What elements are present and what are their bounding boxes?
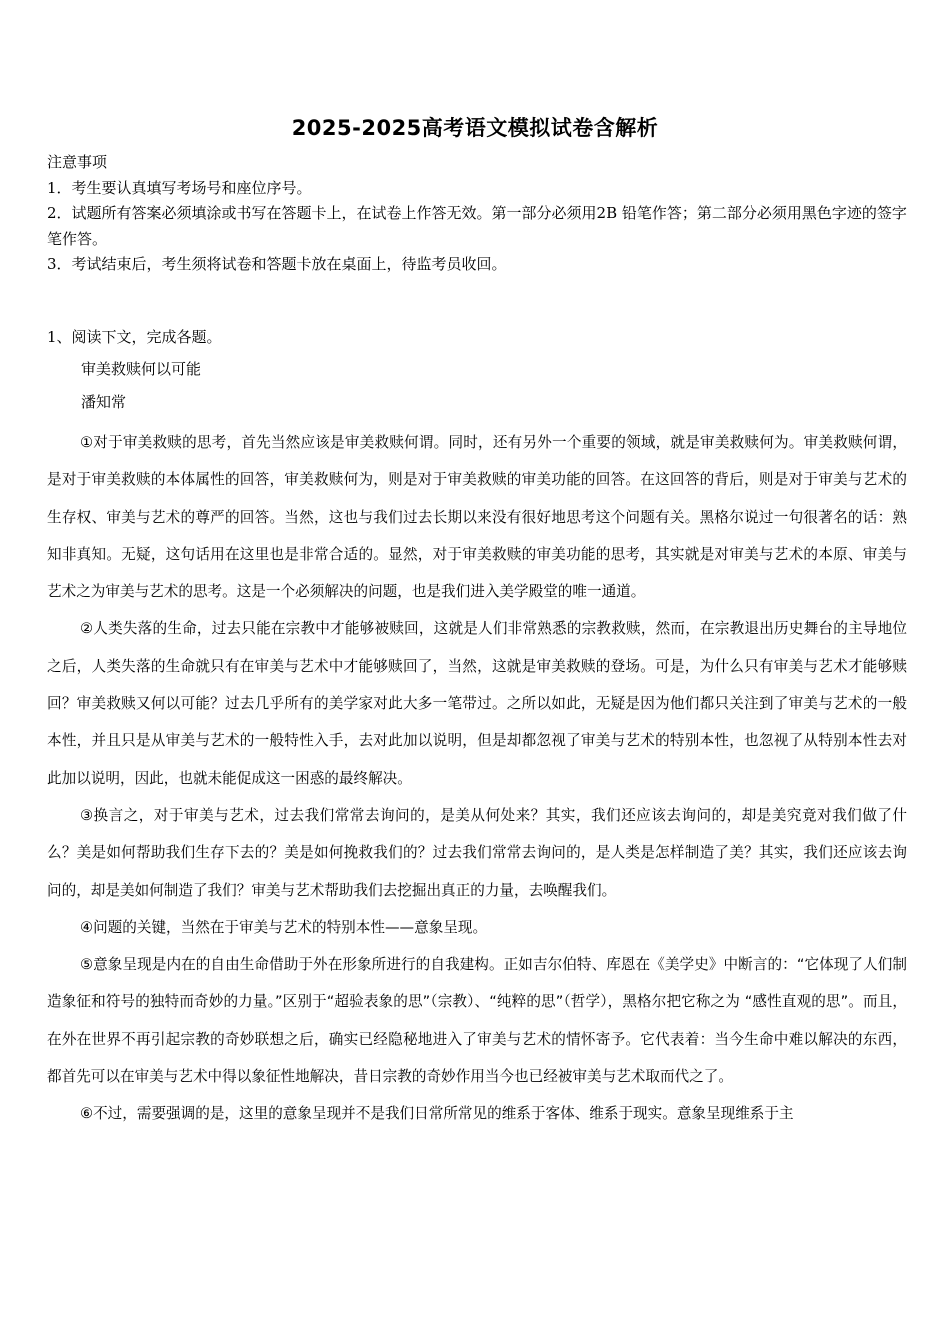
notice-section	[47, 150, 907, 278]
article-paragraph: ①对于审美救赎的思考，首先当然应该是审美救赎何谓。同时，还有另外一个重要的领域，就是审美救赎何为。审美救赎何谓，是对于审美救赎的本体属性的回答，审美救赎何为，则是对于审美救赎的审美功能的回答。在这回答的背后，则是对于审美与艺术的生存权、审美与艺术的尊严的回答。当然，这也与我们过去长期以来没有很好地思考这个问题有关。黑格尔说过一句很著名的话：熟知非真知。无疑，这句话用在这里也是非常合适的。显然，对于审美救赎的审美功能的思考，其实就是对审美与艺术的本原、审美与艺术之为审美与艺术的思考。这是一个必须解决的问题，也是我们进入美学殿堂的唯一通道。	[47, 434, 907, 601]
notice-item: 3．考试结束后，考生须将试卷和答题卡放在桌面上，待监考员收回。	[47, 255, 507, 273]
article-body	[47, 424, 907, 1133]
notice-heading: 注意事项	[47, 153, 108, 171]
notice-item: 2．试题所有答案必须填涂或书写在答题卡上，在试卷上作答无效。第一部分必须用2B 铅笔作答；第二部分必须用黑色字迹的签字笔作答。	[47, 204, 907, 248]
article-author: 潘知常	[81, 393, 127, 411]
article-paragraph: ②人类失落的生命，过去只能在宗教中才能够被赎回，这就是人们非常熟悉的宗教救赎，然而，在宗教退出历史舞台的主导地位之后，人类失落的生命就只有在审美与艺术中才能够赎回了，当然，这就是审美救赎的登场。可是，为什么只有审美与艺术才能够赎回？审美救赎又何以可能？过去几乎所有的美学家对此大多一笔带过。之所以如此，无疑是因为他们都只关注到了审美与艺术的一般本性，并且只是从审美与艺术的一般特性入手，去对此加以说明，但是却都忽视了审美与艺术的特别本性，也忽视了从特别本性去对此加以说明，因此，也就未能促成这一困惑的最终解决。	[47, 620, 907, 787]
article-paragraph: ⑤意象呈现是内在的自由生命借助于外在形象所进行的自我建构。正如吉尔伯特、库恩在《美学史》中断言的：“它体现了人们制造象征和符号的独特而奇妙的力量。”区别于“超验表象的思”（宗教）、“纯粹的思”（哲学），黑格尔把它称之为 “感性直观的思”。而且，在外在世界不再引起宗教的奇妙联想之后，确实已经隐秘地进入了审美与艺术的情怀寄予。它代表着：当今生命中难以解决的东西，都首先可以在审美与艺术中得以象征性地解决，昔日宗教的奇妙作用当今也已经被审美与艺术取而代之了。	[47, 956, 907, 1086]
question-intro: 1、阅读下文，完成各题。	[47, 328, 222, 346]
article-paragraph: ④问题的关键，当然在于审美与艺术的特别本性——意象呈现。	[80, 918, 488, 936]
article-paragraph: ⑥不过，需要强调的是，这里的意象呈现并不是我们日常所常见的维系于客体、维系于现实。意象呈现维系于主	[80, 1105, 794, 1123]
notice-item: 1．考生要认真填写考场号和座位序号。	[47, 178, 312, 197]
article-title: 审美救赎何以可能	[81, 360, 202, 378]
exam-title: 2025-2025高考语文模拟试卷含解析	[291, 116, 659, 140]
article-paragraph: ③换言之，对于审美与艺术，过去我们常常去询问的，是美从何处来？其实，我们还应该去询问的，却是美究竟对我们做了什么？美是如何帮助我们生存下去的？美是如何挽救我们的？过去我们常常去询问的，是人类是怎样制造了美？其实，我们还应该去询问的，却是美如何制造了我们？审美与艺术帮助我们去挖掘出真正的力量，去唤醒我们。	[47, 806, 907, 899]
